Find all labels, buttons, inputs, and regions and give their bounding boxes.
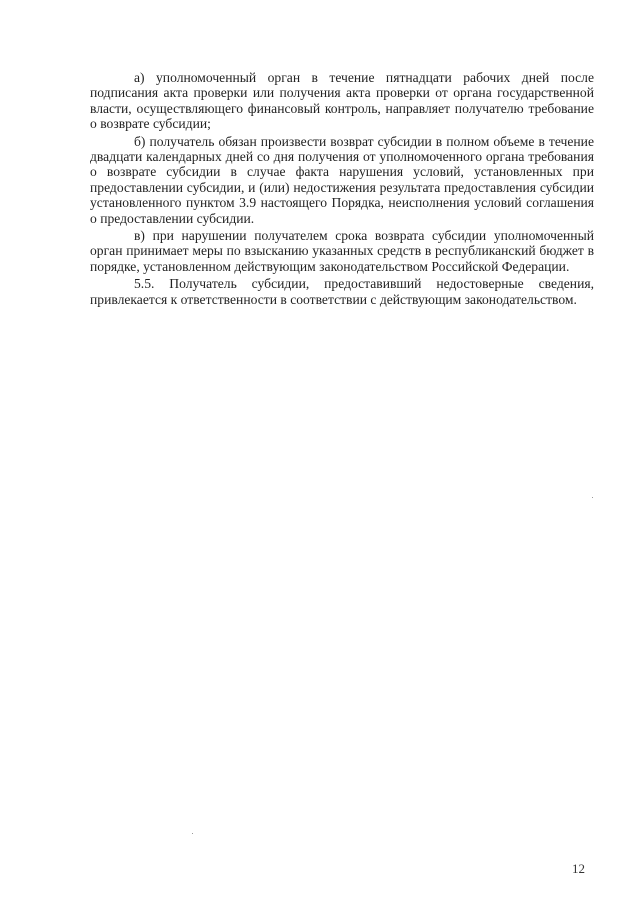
document-body (90, 70, 594, 309)
paragraph-v: в) при нарушении получателем срока возврата субсидии уполномоченный орган принимает меры по взысканию указанных средств в республиканский бюджет в порядке, установленном действующим законодательством Российской Федерации. (90, 228, 594, 274)
page-number: 12 (572, 861, 585, 876)
paragraph-5-5: 5.5. Получатель субсидии, предоставивший недостоверные сведения, привлекается к ответственности в соответствии с действующим законодательством. (90, 276, 594, 307)
scan-speck (592, 497, 593, 498)
paragraph-a: а) уполномоченный орган в течение пятнадцати рабочих дней после подписания акта проверки или получения акта проверки от органа государственной власти, осуществляющего финансовый контроль, направляет получателю требование о возврате субсидии; (90, 70, 594, 132)
paragraph-b: б) получатель обязан произвести возврат субсидии в полном объеме в течение двадцати календарных дней со дня получения от уполномоченного органа требования о возврате субсидии в случае факта нарушения условий, установленных при предоставлении субсидии, и (или) недостижения результата предоставления субсидии установленного пунктом 3.9 настоящего Порядка, неисполнения условий соглашения о предоставлении субсидии. (90, 133, 594, 226)
scan-speck (192, 833, 193, 834)
